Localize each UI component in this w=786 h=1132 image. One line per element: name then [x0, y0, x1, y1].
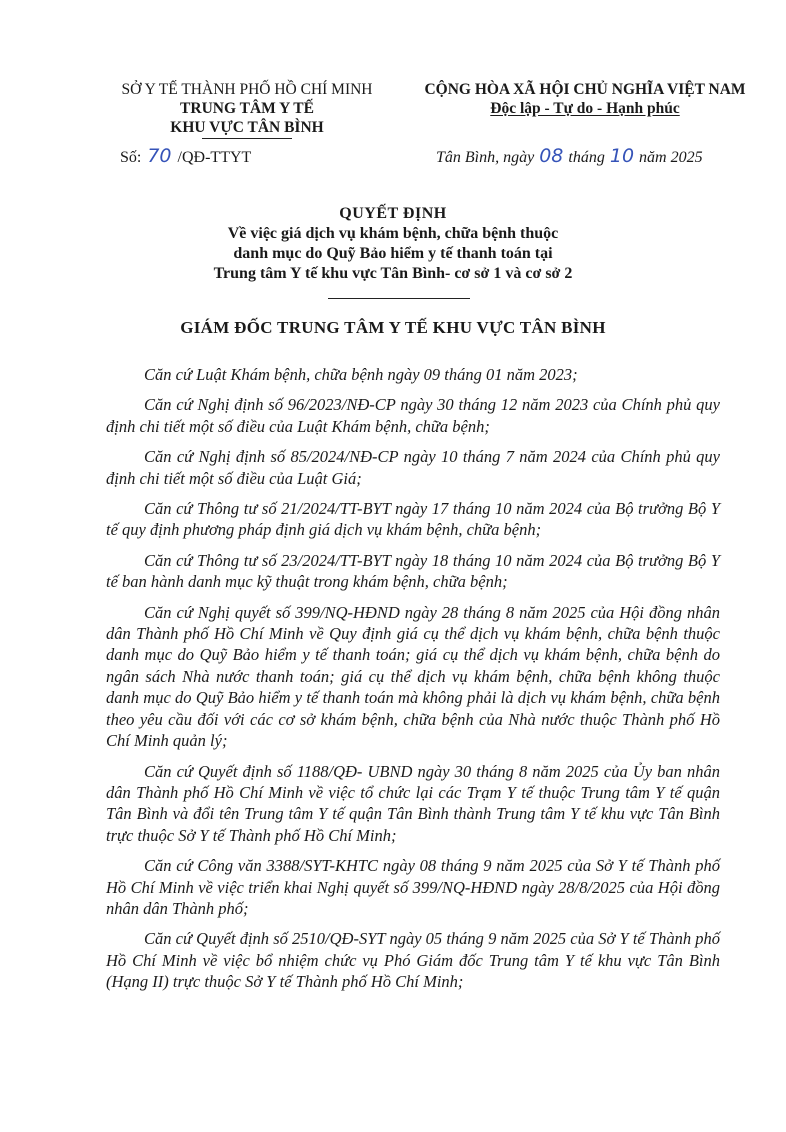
date-year-label: năm 2025 [639, 149, 703, 166]
handwritten-month: 10 [609, 145, 635, 167]
date-place-prefix: Tân Bình, ngày [436, 149, 535, 166]
agency-area: KHU VỰC TÂN BÌNH [170, 119, 324, 136]
issue-date [436, 145, 703, 167]
country-name: CỘNG HÒA XÃ HỘI CHỦ NGHĨA VIỆT NAM [424, 81, 746, 98]
legal-basis-item: Căn cứ Nghị định số 96/2023/NĐ-CP ngày 30 tháng 12 năm 2023 của Chính phủ quy định chi tiết một số điều của Luật Khám bệnh, chữa bệnh; [106, 395, 720, 436]
legal-basis-item: Căn cứ Thông tư số 23/2024/TT-BYT ngày 18 tháng 10 năm 2024 của Bộ trưởng Bộ Y tế ban hành danh mục kỹ thuật trong khám bệnh, chữa bệnh; [106, 550, 720, 592]
title-underline [328, 298, 470, 299]
national-header-block [405, 80, 765, 118]
legal-basis-item: Căn cứ Luật Khám bệnh, chữa bệnh ngày 09 tháng 01 năm 2023; [144, 365, 578, 384]
document-number-suffix: /QĐ-TTYT [177, 149, 252, 166]
date-month-label: tháng [568, 149, 605, 166]
parent-agency-name: SỞ Y TẾ THÀNH PHỐ HỒ CHÍ MINH [121, 81, 373, 98]
document-title [60, 204, 726, 284]
issuing-authority: GIÁM ĐỐC TRUNG TÂM Y TẾ KHU VỰC TÂN BÌNH [180, 318, 606, 337]
legal-basis-item: Căn cứ Quyết định số 1188/QĐ- UBND ngày 30 tháng 8 năm 2025 của Ủy ban nhân dân Thành phố Hồ Chí Minh về việc tổ chức lại các Trạm Y tế thuộc Trung tâm Y tế quận Tân Bình và đổi tên Trung tâm Y tế quận Tân Bình thành Trung tâm Y tế khu vực Tân Bình trực thuộc Sở Y tế Thành phố Hồ Chí Minh; [106, 761, 720, 845]
legal-basis-item: Căn cứ Công văn 3388/SYT-KHTC ngày 08 tháng 9 năm 2025 của Sở Y tế Thành phố Hồ Chí Minh về việc triển khai Nghị quyết số 399/NQ-HĐND ngày 28/8/2025 của Hội đồng nhân dân Thành phố; [106, 856, 720, 918]
legal-basis-item: Căn cứ Quyết định số 2510/QĐ-SYT ngày 05 tháng 9 năm 2025 của Sở Y tế Thành phố Hồ Chí Minh về việc bổ nhiệm chức vụ Phó Giám đốc Trung tâm Y tế khu vực Tân Bình (Hạng II) trực thuộc Sở Y tế Thành phố Hồ Chí Minh; [106, 929, 720, 992]
legal-basis-item: Căn cứ Thông tư số 21/2024/TT-BYT ngày 17 tháng 10 năm 2024 của Bộ trưởng Bộ Y tế quy định phương pháp định giá dịch vụ khám bệnh, chữa bệnh; [106, 499, 720, 540]
agency-name: TRUNG TÂM Y TẾ [180, 100, 314, 117]
agency-underline [202, 138, 292, 139]
document-number [120, 145, 251, 167]
title-line-3: Trung tâm Y tế khu vực Tân Bình- cơ sở 1 và cơ sở 2 [213, 265, 573, 282]
title-line-2: danh mục do Quỹ Bảo hiểm y tế thanh toán tại [233, 245, 553, 262]
issuing-agency-block [92, 80, 402, 139]
national-motto: Độc lập - Tự do - Hạnh phúc [490, 100, 680, 117]
document-type: QUYẾT ĐỊNH [339, 205, 447, 222]
title-line-1: Về việc giá dịch vụ khám bệnh, chữa bệnh thuộc [227, 225, 559, 242]
document-number-prefix: Số: [120, 149, 142, 166]
legal-bases-list [106, 364, 720, 1002]
legal-basis-item: Căn cứ Nghị quyết số 399/NQ-HĐND ngày 28 tháng 8 năm 2025 của Hội đồng nhân dân Thành phố Hồ Chí Minh về Quy định giá cụ thể dịch vụ khám bệnh, chữa bệnh thuộc danh mục do Quỹ Bảo hiểm y tế thanh toán; giá cụ thể dịch vụ khám bệnh, chữa bệnh do ngân sách Nhà nước thanh toán; giá cụ thể dịch vụ khám bệnh, chữa bệnh không thuộc danh mục do Quỹ Bảo hiểm y tế thanh toán mà không phải là dịch vụ khám bệnh, chữa bệnh theo yêu cầu đối với các cơ sở khám bệnh, chữa bệnh của Nhà nước thuộc Thành phố Hồ Chí Minh quản lý; [106, 602, 720, 751]
handwritten-number: 70 [147, 145, 172, 167]
legal-basis-item: Căn cứ Nghị định số 85/2024/NĐ-CP ngày 10 tháng 7 năm 2024 của Chính phủ quy định chi tiết một số điều của Luật Giá; [106, 447, 720, 488]
handwritten-day: 08 [539, 145, 564, 167]
